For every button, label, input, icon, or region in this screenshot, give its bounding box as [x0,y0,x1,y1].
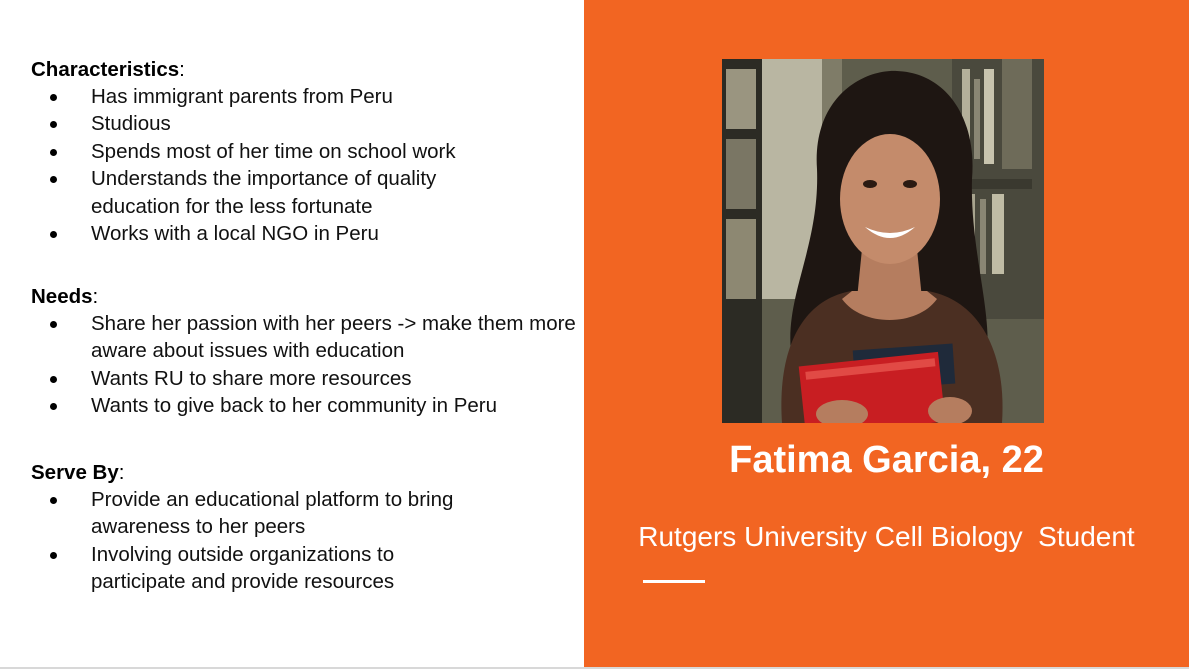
list-item: Studious [31,110,576,137]
needs-heading: Needs: [31,285,99,308]
characteristics-heading: Characteristics: [31,58,185,81]
persona-subtitle: Rutgers University Cell Biology Student [638,521,1135,552]
serve-by-section [31,459,576,596]
bullet-icon [50,94,57,101]
bullet-icon [50,403,57,410]
characteristics-list [31,83,576,247]
serve-by-list [31,486,576,596]
bullet-icon [50,121,57,128]
list-item: Wants RU to share more resources [31,365,576,392]
bullet-icon [50,497,57,504]
characteristics-section [31,56,576,247]
bullet-icon [50,176,57,183]
serve-by-heading: Serve By: [31,461,125,484]
persona-name: Fatima Garcia, 22 [729,439,1044,481]
persona-photo [722,59,1044,423]
needs-section [31,283,576,420]
list-item: Wants to give back to her community in Peru [31,392,576,419]
list-item: Involving outside organizations to participate and provide resources [31,541,576,596]
accent-divider [643,580,705,583]
bullet-icon [50,552,57,559]
bullet-icon [50,321,57,328]
list-item: Works with a local NGO in Peru [31,220,576,247]
list-item: Has immigrant parents from Peru [31,83,576,110]
bullet-icon [50,376,57,383]
needs-list [31,310,576,420]
bullet-icon [50,149,57,156]
list-item: Spends most of her time on school work [31,138,576,165]
persona-details-panel [0,0,584,667]
list-item: Provide an educational platform to bring awareness to her peers [31,486,576,541]
bullet-icon [50,231,57,238]
list-item: Share her passion with her peers -> make them more aware about issues with education [31,310,576,365]
list-item: Understands the importance of quality education for the less fortunate [31,165,576,220]
